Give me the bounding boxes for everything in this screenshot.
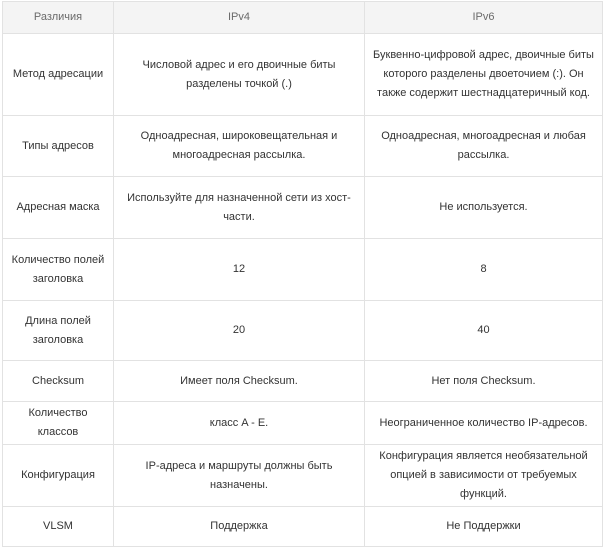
row-label: Checksum [3, 361, 114, 402]
ipv4-cell: 12 [114, 239, 365, 301]
row-label: Конфигурация [3, 445, 114, 507]
table-row [3, 116, 603, 177]
header-ipv6: IPv6 [365, 2, 603, 34]
header-ipv4: IPv4 [114, 2, 365, 34]
table-row [3, 402, 603, 445]
comparison-table [2, 1, 603, 547]
ipv4-cell: Числовой адрес и его двоичные биты разделены точкой (.) [114, 34, 365, 116]
ipv6-cell: Не Поддержки [365, 507, 603, 547]
table-row [3, 34, 603, 116]
ipv4-cell: Имеет поля Checksum. [114, 361, 365, 402]
ipv6-cell: 8 [365, 239, 603, 301]
table-row [3, 239, 603, 301]
ipv6-cell: Буквенно-цифровой адрес, двоичные биты которого разделены двоеточием (:). Он также содержит шестнадцатеричный код. [365, 34, 603, 116]
ipv4-cell: Одноадресная, широковещательная и многоадресная рассылка. [114, 116, 365, 177]
ipv4-cell: класс A - E. [114, 402, 365, 445]
row-label: Длина полей заголовка [3, 301, 114, 361]
table-row [3, 445, 603, 507]
ipv4-cell: IP-адреса и маршруты должны быть назначены. [114, 445, 365, 507]
ipv6-cell: Одноадресная, многоадресная и любая рассылка. [365, 116, 603, 177]
row-label: Адресная маска [3, 177, 114, 239]
row-label: Метод адресации [3, 34, 114, 116]
ipv6-cell: Не используется. [365, 177, 603, 239]
row-label: Количество классов [3, 402, 114, 445]
ipv4-cell: Используйте для назначенной сети из хост-части. [114, 177, 365, 239]
ipv6-cell: Нет поля Checksum. [365, 361, 603, 402]
table-row [3, 301, 603, 361]
table-row [3, 507, 603, 547]
ipv6-cell: 40 [365, 301, 603, 361]
table-header-row [3, 2, 603, 34]
table-row [3, 177, 603, 239]
row-label: Количество полей заголовка [3, 239, 114, 301]
ipv6-cell: Неограниченное количество IP-адресов. [365, 402, 603, 445]
row-label: VLSM [3, 507, 114, 547]
ipv6-cell: Конфигурация является необязательной опцией в зависимости от требуемых функций. [365, 445, 603, 507]
row-label: Типы адресов [3, 116, 114, 177]
table-row [3, 361, 603, 402]
header-differences: Различия [3, 2, 114, 34]
ipv4-cell: Поддержка [114, 507, 365, 547]
ipv4-cell: 20 [114, 301, 365, 361]
